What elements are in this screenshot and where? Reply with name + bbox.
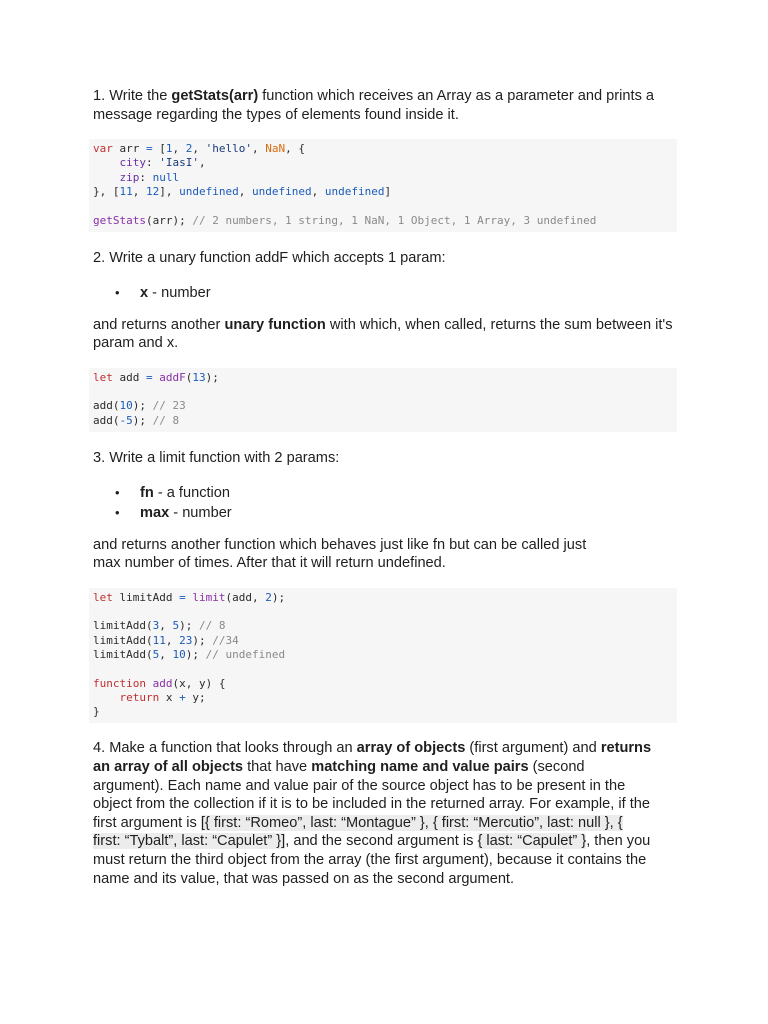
code-token: 3 bbox=[152, 619, 160, 633]
code-token: + bbox=[179, 690, 186, 704]
code-token: ] bbox=[384, 185, 392, 199]
q3-intro: 3. Write a limit function with 2 params: bbox=[93, 449, 340, 466]
code-token: : bbox=[146, 156, 160, 170]
code-line bbox=[93, 399, 673, 413]
code-line bbox=[93, 156, 673, 170]
code-token: , bbox=[251, 142, 266, 156]
code-token: : bbox=[139, 170, 153, 184]
code-line bbox=[93, 648, 673, 662]
code-token: 13 bbox=[192, 370, 206, 384]
code-token: 2 bbox=[265, 590, 272, 604]
code-line bbox=[93, 677, 673, 691]
code-token: limitAdd( bbox=[93, 619, 153, 633]
bullet-text: - number bbox=[169, 504, 232, 521]
code-token: 11 bbox=[119, 185, 133, 199]
code-line bbox=[93, 371, 673, 385]
code-token: ); bbox=[271, 590, 286, 604]
list-item bbox=[93, 483, 677, 503]
code-token: = bbox=[179, 590, 186, 604]
code-line bbox=[93, 185, 673, 199]
code-token: 5 bbox=[172, 619, 180, 633]
bullet-text: - number bbox=[148, 284, 211, 301]
bullet-bold: max bbox=[140, 504, 170, 521]
code-line bbox=[93, 199, 673, 213]
code-token: ); bbox=[192, 633, 213, 647]
code-token bbox=[93, 171, 120, 184]
code-token: add bbox=[112, 370, 146, 384]
q1-post: function which receives an Array as a parameter and prints a message regarding the types of elements found inside it. bbox=[93, 88, 655, 123]
q4-text bbox=[93, 739, 653, 888]
code-token: , bbox=[192, 142, 206, 156]
code-token: return bbox=[119, 690, 160, 704]
code-token: null bbox=[152, 170, 180, 184]
code-token: 5 bbox=[152, 647, 160, 661]
q1-text bbox=[93, 87, 677, 124]
code-token: ], bbox=[159, 185, 180, 199]
bullet-text: - a function bbox=[153, 484, 231, 501]
list-item bbox=[93, 283, 677, 303]
code-token: limit bbox=[192, 590, 226, 604]
code-token: NaN bbox=[265, 142, 286, 156]
code-token: 11 bbox=[152, 633, 166, 647]
code-token: , bbox=[165, 633, 180, 647]
code-line bbox=[93, 214, 673, 228]
code-token bbox=[93, 691, 120, 704]
code-token: 10 bbox=[172, 647, 186, 661]
code-token: , bbox=[172, 142, 186, 156]
q4-example-collection: [{ first: “Romeo”, last: “Montague” }, { first: “Mercutio”, last: null }, { first: “Tybalt”, last: “Capulet” }] bbox=[93, 814, 623, 850]
code-token: ); bbox=[179, 619, 199, 633]
code-token: 12 bbox=[146, 185, 160, 199]
code-token: , bbox=[159, 619, 173, 633]
code-token: } bbox=[93, 705, 100, 719]
code-token: add( bbox=[93, 413, 120, 427]
code-token: // undefined bbox=[205, 647, 286, 661]
code-token: add( bbox=[93, 399, 120, 413]
code-token: , bbox=[132, 185, 146, 199]
q2-ret-post: with which, when called, returns the sum between it's param and x. bbox=[93, 316, 673, 352]
q2-ret-pre: and returns another bbox=[93, 316, 225, 333]
q3-return-text: and returns another function which behaves just like fn but can be called just max number of times. After that it will return undefined. bbox=[93, 536, 587, 572]
code-token: // 8 bbox=[198, 619, 226, 633]
code-token: 5 bbox=[126, 413, 133, 427]
code-token: (add, bbox=[225, 590, 266, 604]
code-token: // 2 numbers, 1 string, 1 NaN, 1 Object, 1 Array, 3 undefined bbox=[192, 213, 597, 227]
code-token: undefined bbox=[179, 185, 239, 199]
code-token: city bbox=[119, 156, 146, 170]
code-token: 10 bbox=[119, 399, 133, 413]
code-token: 'hello' bbox=[205, 142, 252, 156]
code-token: , bbox=[238, 185, 252, 199]
code-token: 'IasI' bbox=[159, 156, 199, 170]
bullet-bold: fn bbox=[140, 484, 154, 501]
q2-ret-bold: unary function bbox=[224, 316, 326, 333]
code-token: function bbox=[93, 676, 146, 690]
code-token: ); bbox=[185, 647, 206, 661]
code-token: , bbox=[199, 156, 206, 170]
list-item bbox=[93, 503, 677, 523]
code-token: }, [ bbox=[93, 185, 120, 199]
q1-bold: getStats(arr) bbox=[171, 88, 259, 104]
code-token: limitAdd( bbox=[93, 633, 153, 647]
code-token: 1 bbox=[165, 142, 173, 156]
code-token: = bbox=[146, 142, 153, 156]
bullet-bold: x bbox=[140, 284, 149, 301]
code-token: undefined bbox=[324, 185, 385, 199]
q4-mid1: (first argument) and bbox=[465, 740, 601, 757]
code-line bbox=[93, 662, 673, 676]
code-line bbox=[93, 385, 673, 399]
q3-bullet-list bbox=[93, 483, 677, 523]
q4-bold-matching: matching name and value pairs bbox=[311, 758, 529, 775]
code-token: undefined bbox=[251, 185, 312, 199]
code-token: , { bbox=[285, 142, 305, 156]
code-token: arr bbox=[112, 142, 146, 156]
q2-return-text bbox=[93, 316, 677, 353]
code-token: ); bbox=[132, 399, 153, 413]
code-token: 23 bbox=[179, 633, 193, 647]
q4-post: , then you must return the third object from the array (the first argument), because it contains the name and its value, that was passed on as the second argument. bbox=[93, 833, 651, 887]
code-token: ( bbox=[185, 370, 193, 384]
code-token: var bbox=[93, 142, 113, 156]
code-token: y; bbox=[185, 690, 206, 704]
code-token: ); bbox=[132, 413, 153, 427]
q4-mid4: , and the second argument is bbox=[285, 833, 478, 850]
code-line bbox=[93, 691, 673, 705]
code-token bbox=[93, 156, 120, 169]
code-line bbox=[93, 142, 673, 156]
code-token: // 8 bbox=[152, 413, 180, 427]
code-token: 2 bbox=[185, 142, 193, 156]
code-line bbox=[93, 634, 673, 648]
code-token: getStats bbox=[93, 213, 146, 227]
q4-mid3: (second argument). Each name and value pair of the source object has to be present in the object from the collection if it is to be included in the returned array. For example, if the first argument is bbox=[93, 758, 650, 831]
code-token: addF bbox=[159, 370, 186, 384]
document-page bbox=[93, 87, 677, 888]
q4-mid2: that have bbox=[243, 758, 312, 775]
q1-pre: 1. Write the bbox=[93, 88, 172, 104]
code-line bbox=[93, 414, 673, 428]
code-token: = bbox=[146, 370, 153, 384]
code-line bbox=[93, 619, 673, 633]
code-token: - bbox=[119, 413, 127, 427]
code-token: x bbox=[159, 690, 180, 704]
q4-bold-returns: returns an array of all objects bbox=[93, 740, 652, 775]
code-token: [ bbox=[152, 142, 166, 156]
q4-example-source: { last: “Capulet” } bbox=[477, 833, 587, 850]
code-token: , bbox=[311, 185, 325, 199]
code-line bbox=[93, 171, 673, 185]
code-line bbox=[93, 605, 673, 619]
q3-code-block bbox=[89, 588, 677, 724]
code-line bbox=[93, 705, 673, 719]
code-token: let bbox=[93, 590, 113, 604]
code-token: , bbox=[159, 647, 173, 661]
code-token: // 23 bbox=[152, 399, 186, 413]
code-token: let bbox=[93, 370, 113, 384]
code-token bbox=[146, 677, 153, 690]
q1-code-block bbox=[89, 139, 677, 232]
q2-bullet-list bbox=[93, 283, 677, 303]
code-line bbox=[93, 591, 673, 605]
code-token: add bbox=[152, 676, 173, 690]
code-token: (x, y) { bbox=[172, 676, 226, 690]
q4-pre: 4. Make a function that looks through an bbox=[93, 740, 357, 757]
code-token: limitAdd bbox=[112, 590, 180, 604]
code-token: ); bbox=[205, 370, 219, 384]
q4-bold-array-of-objects: array of objects bbox=[356, 740, 466, 757]
code-token: zip bbox=[119, 170, 140, 184]
code-token: limitAdd( bbox=[93, 647, 153, 661]
code-token: //34 bbox=[212, 633, 239, 647]
code-token: (arr); bbox=[145, 213, 193, 227]
q2-code-block bbox=[89, 368, 677, 432]
q2-intro: 2. Write a unary function addF which accepts 1 param: bbox=[93, 249, 446, 266]
